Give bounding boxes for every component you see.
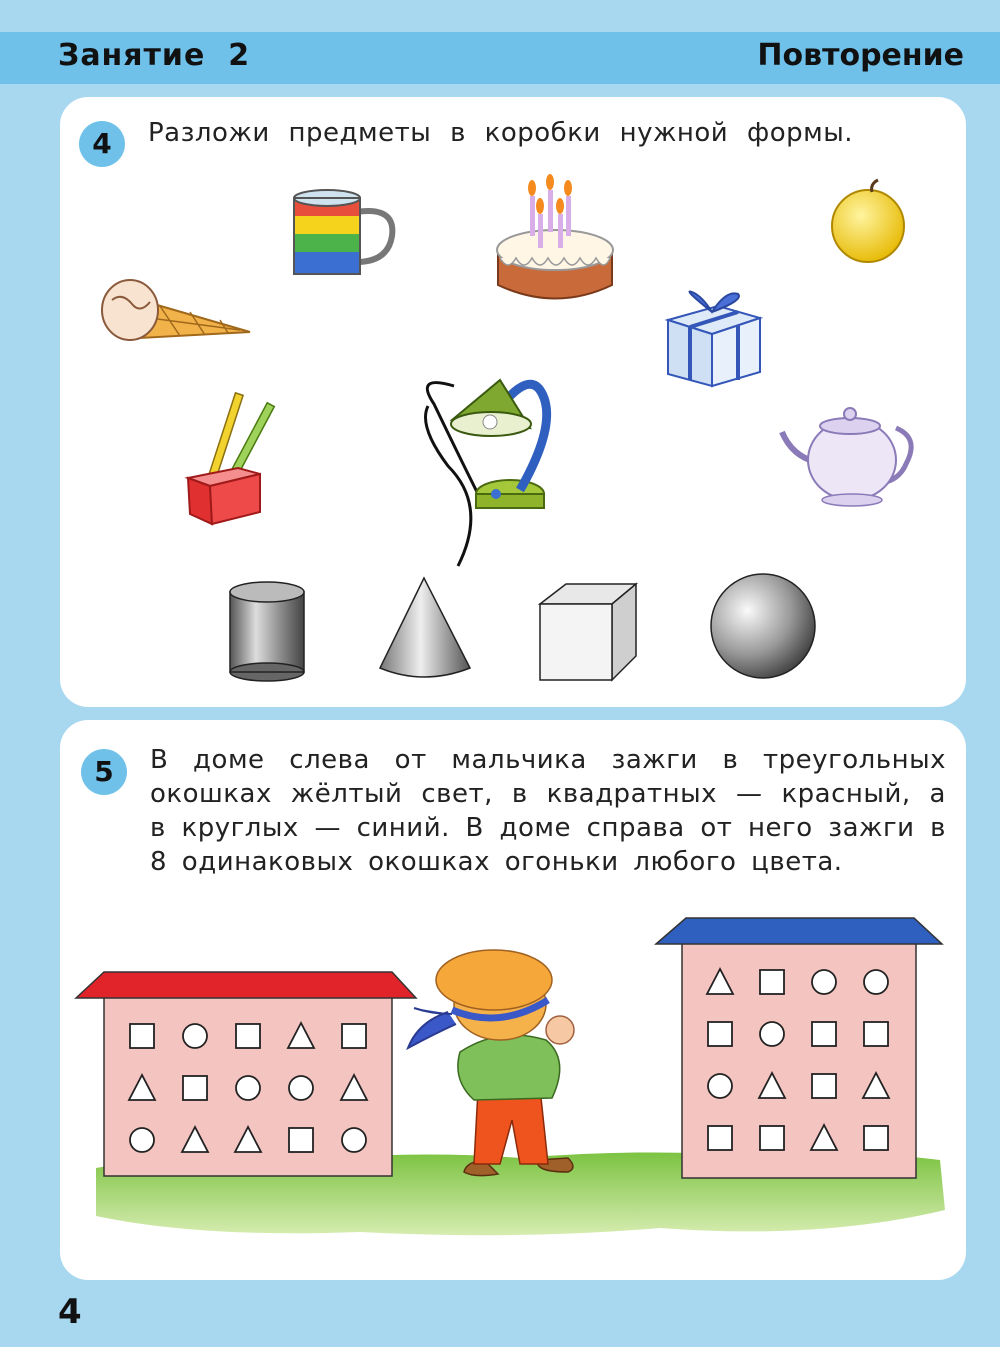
birthday-cake-icon	[497, 174, 613, 299]
pencil-cup-icon	[188, 393, 274, 524]
boy-figure	[408, 950, 574, 1176]
cylinder-icon	[230, 582, 304, 681]
right-house-window-square[interactable]	[864, 1126, 888, 1150]
teapot-icon	[782, 408, 911, 506]
right-house-window-square[interactable]	[812, 1074, 836, 1098]
desk-lamp-icon	[426, 380, 547, 566]
yellow-apple-icon	[832, 180, 904, 262]
left-house-window-square[interactable]	[289, 1128, 313, 1152]
section-title: Повторение	[757, 38, 964, 73]
task4-number-badge: 4	[79, 121, 125, 167]
left-house-window-circle[interactable]	[342, 1128, 366, 1152]
gift-box-icon	[668, 291, 760, 386]
right-house-window-square[interactable]	[864, 1022, 888, 1046]
ice-cream-cone-icon	[102, 280, 250, 340]
right-house-window-circle[interactable]	[864, 970, 888, 994]
left-house-window-circle[interactable]	[236, 1076, 260, 1100]
cone-icon	[380, 578, 470, 677]
left-house-window-square[interactable]	[130, 1024, 154, 1048]
right-house-window-square[interactable]	[708, 1022, 732, 1046]
left-house	[76, 972, 416, 1176]
right-house-window-circle[interactable]	[812, 970, 836, 994]
task5-number-badge: 5	[81, 749, 127, 795]
cube-icon	[540, 584, 636, 680]
task4-text: Разложи предметы в коробки нужной формы.	[148, 118, 854, 148]
right-house-window-circle[interactable]	[708, 1074, 732, 1098]
left-house-window-circle[interactable]	[289, 1076, 313, 1100]
task5-text: В доме слева от мальчика зажги в треугольных окошках жёлтый свет, в квадратных — красный, а в круглых — синий. В доме справа от него зажги в 8 одинаковых окошках огоньки любого цвета.	[150, 745, 946, 877]
striped-mug-icon	[294, 190, 392, 274]
left-house-window-square[interactable]	[342, 1024, 366, 1048]
right-house-window-square[interactable]	[760, 970, 784, 994]
right-house-window-square[interactable]	[812, 1022, 836, 1046]
lesson-title: Занятие 2	[58, 38, 251, 73]
right-house-window-square[interactable]	[760, 1126, 784, 1150]
sphere-icon	[711, 574, 815, 678]
page-number: 4	[58, 1292, 82, 1332]
right-house-window-square[interactable]	[708, 1126, 732, 1150]
left-house-window-square[interactable]	[236, 1024, 260, 1048]
right-house-window-circle[interactable]	[760, 1022, 784, 1046]
left-house-window-circle[interactable]	[130, 1128, 154, 1152]
left-house-window-square[interactable]	[183, 1076, 207, 1100]
left-house-window-circle[interactable]	[183, 1024, 207, 1048]
right-house	[656, 918, 942, 1178]
